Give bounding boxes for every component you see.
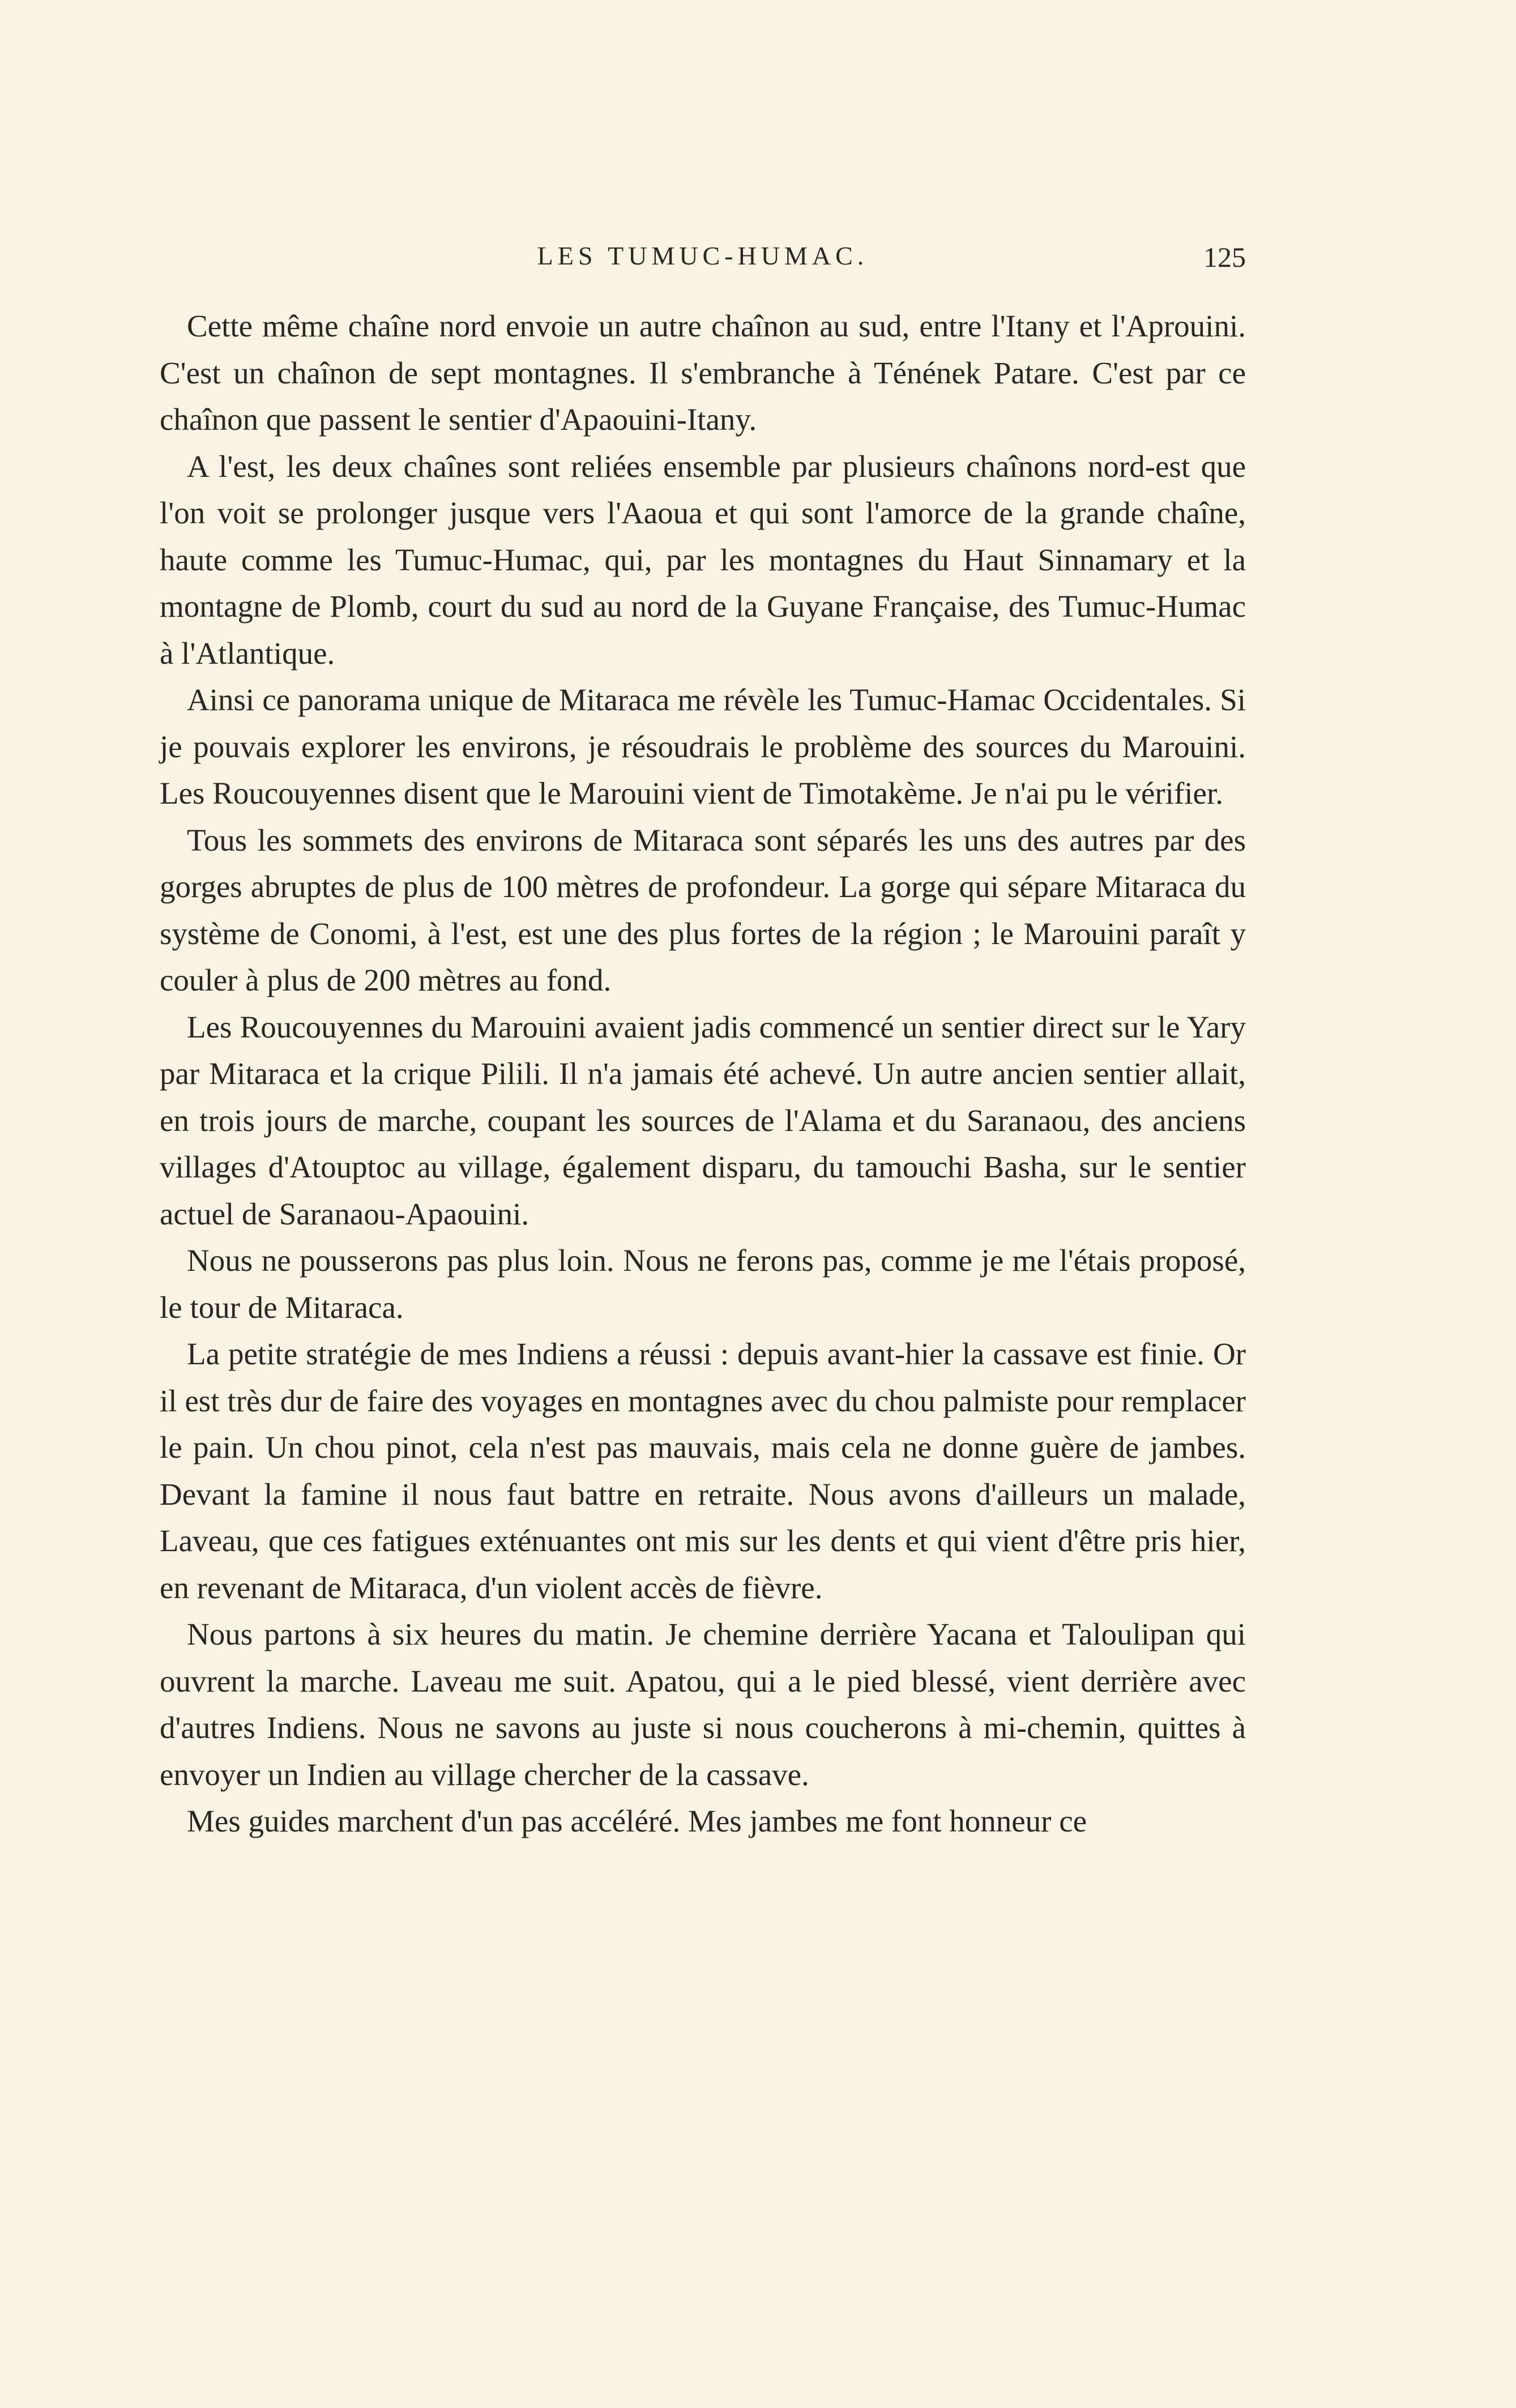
page-header bbox=[160, 241, 1246, 275]
paragraph: Mes guides marchent d'un pas accéléré. Mes jambes me font honneur ce bbox=[187, 1804, 1087, 1838]
paragraph: Tous les sommets des environs de Mitaraca sont séparés les uns des autres par des gorges abruptes de plus de 100 mètres de profondeur. La gorge qui sépare Mitaraca du système de Conomi, à l'est, est une des plus fortes de la région ; le Marouini paraît y couler à plus de 200 mètres au fond. bbox=[160, 822, 1246, 997]
paragraph: A l'est, les deux chaînes sont reliées ensemble par plusieurs chaînons nord-est que l'on voit se prolonger jusque vers l'Aaoua et qui sont l'amorce de la grande chaîne, haute comme les Tumuc-Humac, qui, par les montagnes du Haut Sinnamary et la montagne de Plomb, court du sud au nord de la Guyane Française, des Tumuc-Humac à l'Atlantique. bbox=[160, 449, 1246, 671]
running-title: LES TUMUC-HUMAC. bbox=[537, 241, 869, 270]
paragraph: Cette même chaîne nord envoie un autre chaînon au sud, entre l'Itany et l'Aprouini. C'est un chaînon de sept montagnes. Il s'embranche à Ténének Patare. C'est par ce chaînon que passent le sentier d'Apaouini-Itany. bbox=[160, 309, 1246, 437]
paragraph: Nous ne pousserons pas plus loin. Nous ne ferons pas, comme je me l'étais proposé, le tour de Mitaraca. bbox=[160, 1243, 1246, 1325]
paragraph: Nous partons à six heures du matin. Je chemine derrière Yacana et Taloulipan qui ouvrent la marche. Laveau me suit. Apatou, qui a le pied blessé, vient derrière avec d'autres Indiens. Nous ne savons au juste si nous coucherons à mi-chemin, quittes à envoyer un Indien au village chercher de la cassave. bbox=[160, 1617, 1246, 1792]
paragraph: La petite stratégie de mes Indiens a réussi : depuis avant-hier la cassave est finie. Or il est très dur de faire des voyages en montagnes avec du chou palmiste pour remplacer le pain. Un chou pinot, cela n'est pas mauvais, mais cela ne donne guère de jambes. Devant la famine il nous faut battre en retraite. Nous avons d'ailleurs un malade, Laveau, que ces fatigues exténuantes ont mis sur les dents et qui vient d'être pris hier, en revenant de Mitaraca, d'un violent accès de fièvre. bbox=[160, 1337, 1246, 1605]
paragraph: Les Roucouyennes du Marouini avaient jadis commencé un sentier direct sur le Yary par Mitaraca et la crique Pilili. Il n'a jamais été achevé. Un autre ancien sentier allait, en trois jours de marche, coupant les sources de l'Alama et du Saranaou, des anciens villages d'Atouptoc au village, également disparu, du tamouchi Basha, sur le sentier actuel de Saranaou-Apaouini. bbox=[160, 1009, 1246, 1231]
page-number: 125 bbox=[1203, 241, 1246, 273]
paragraph: Ainsi ce panorama unique de Mitaraca me révèle les Tumuc-Hamac Occidentales. Si je pouvais explorer les environs, je résoudrais le problème des sources du Marouini. Les Roucouyennes disent que le Marouini vient de Timotakème. Je n'ai pu le vérifier. bbox=[160, 682, 1246, 810]
body-text bbox=[160, 303, 1246, 1845]
